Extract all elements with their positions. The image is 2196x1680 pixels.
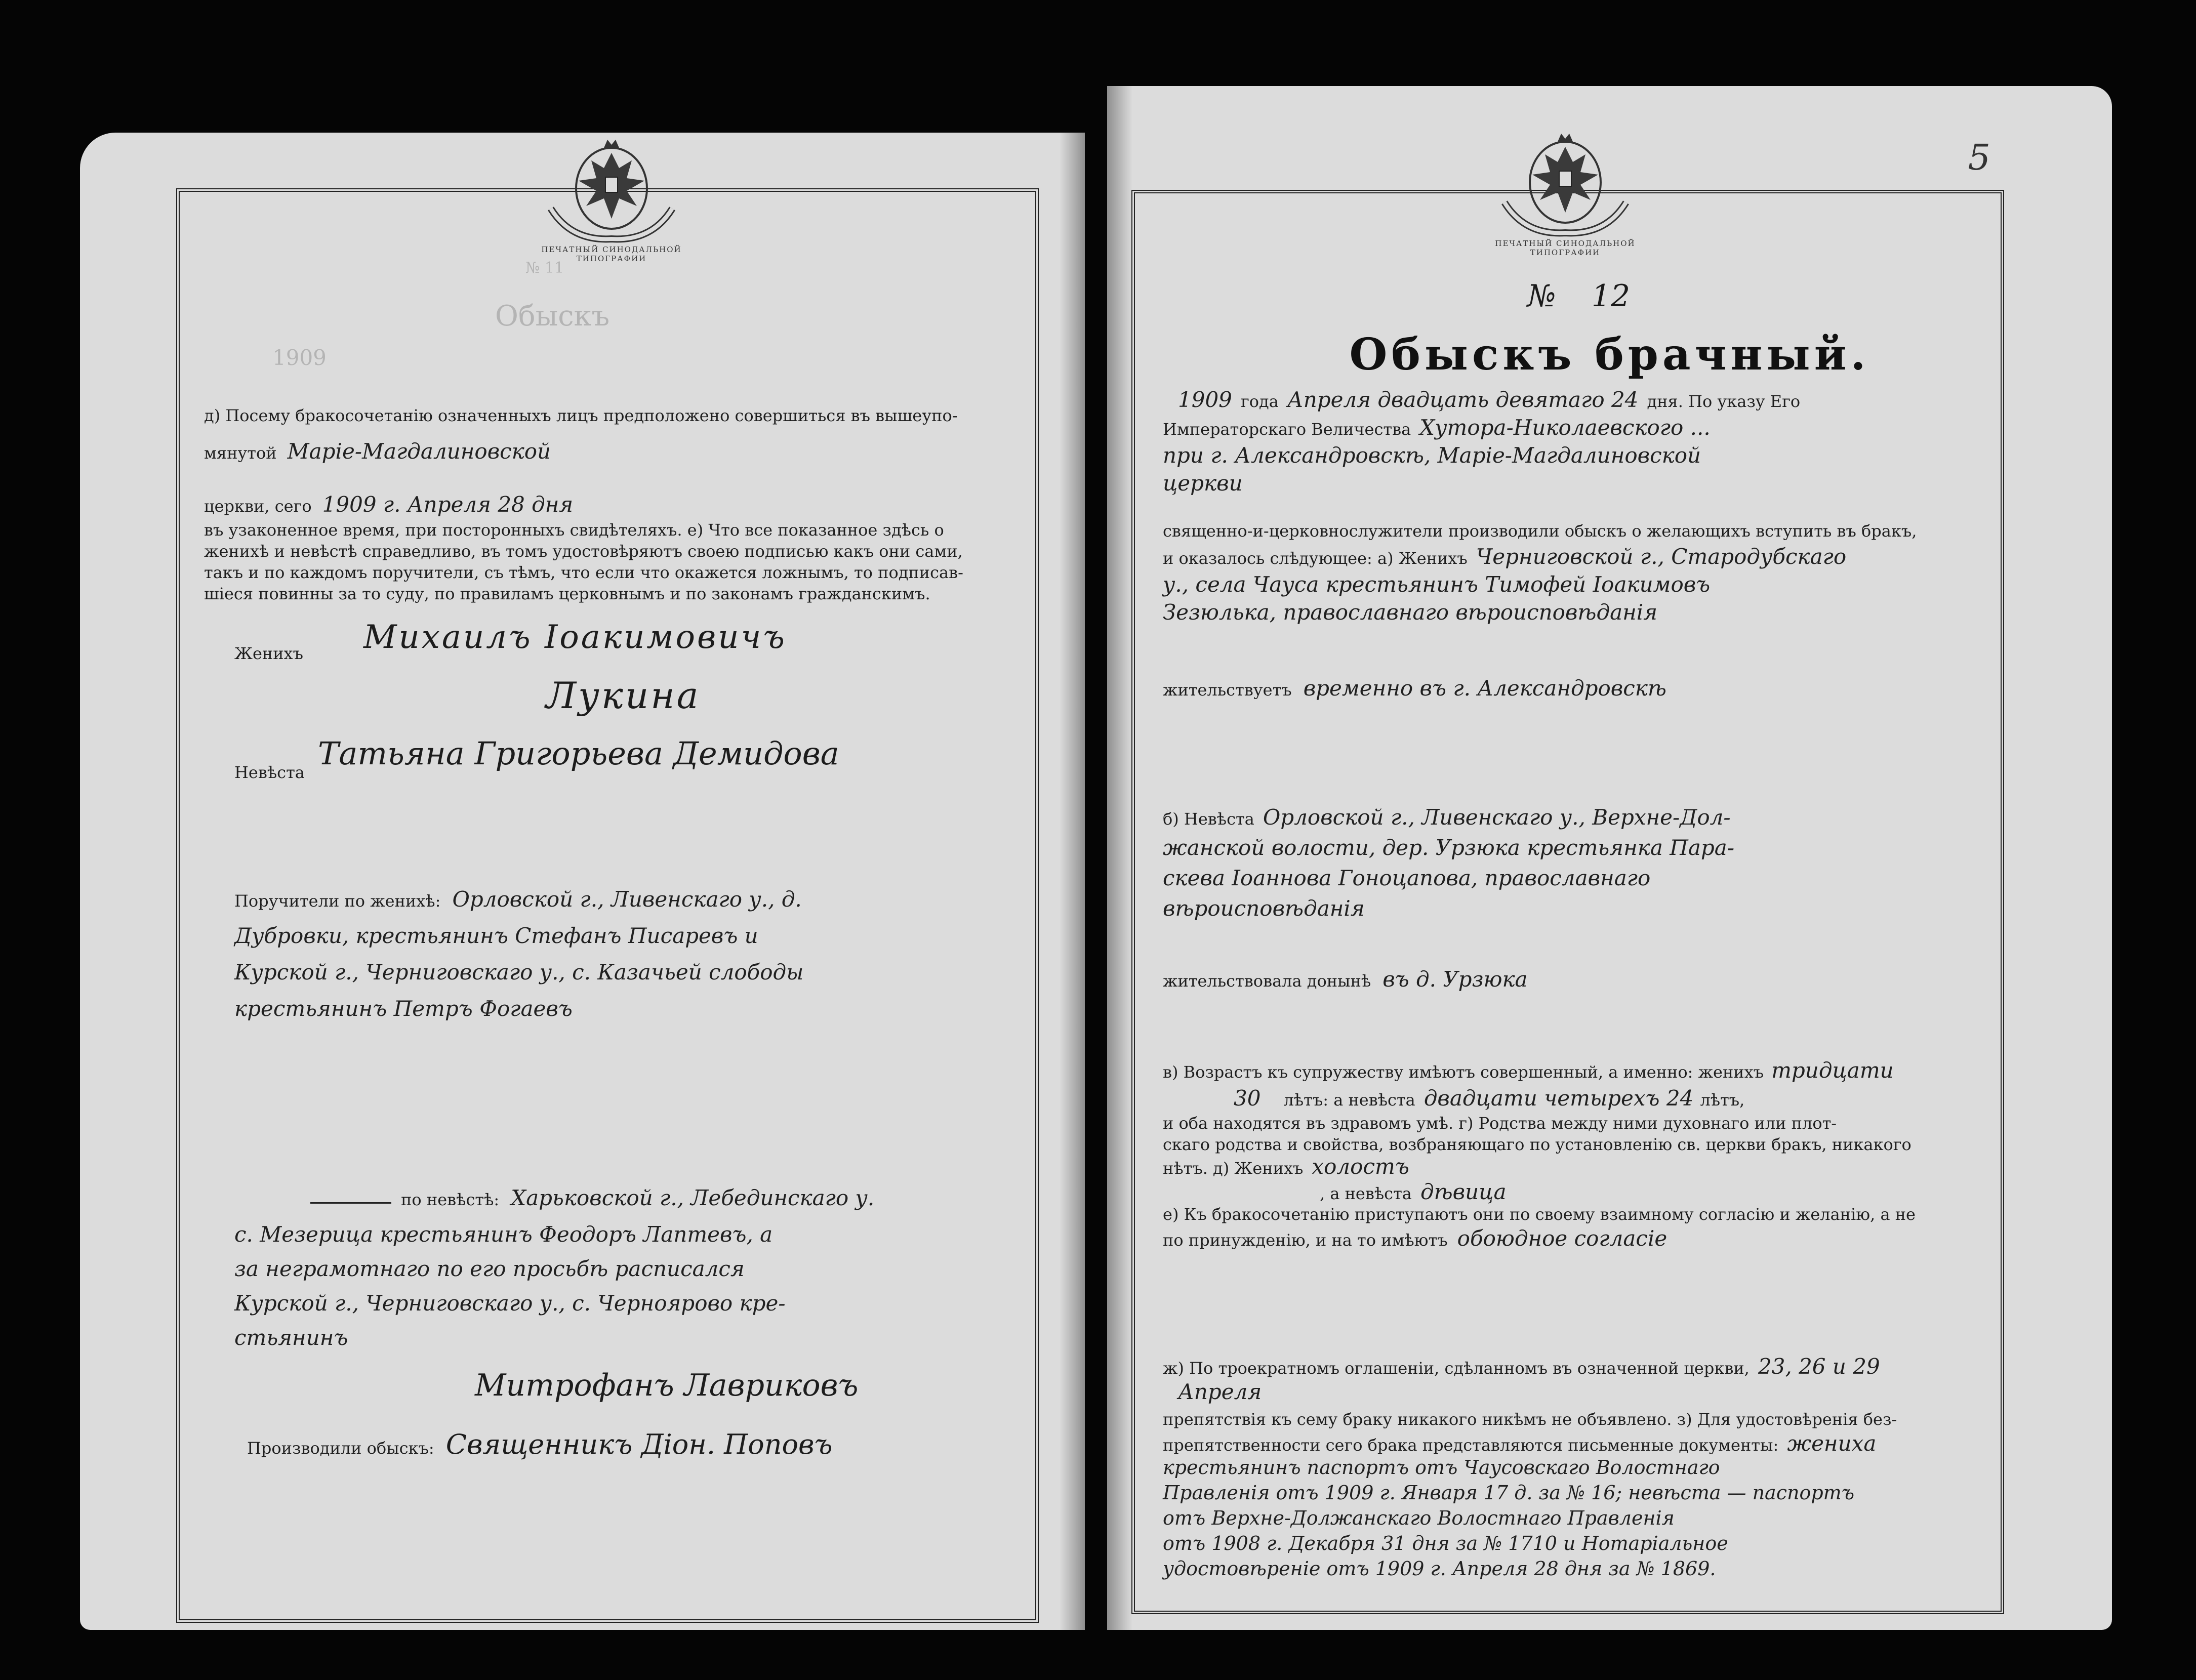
text-line bbox=[1163, 415, 1711, 440]
text-line bbox=[1234, 1086, 1744, 1111]
printed-text: и оказалось слѣдующее: а) Женихъ bbox=[1163, 549, 1468, 568]
number-value: 12 bbox=[1591, 278, 1631, 314]
printed-text: , а невѣста bbox=[1320, 1184, 1412, 1203]
groom-signature: Михаилъ Іоакимовичъ bbox=[363, 619, 787, 656]
text-line bbox=[1163, 1226, 1667, 1251]
handwritten-text: временно въ г. Александровскѣ bbox=[1303, 676, 1666, 701]
emblem-ribbon-text: ПЕЧАТНЫЙ СИНОДАЛЬНОЙ ТИПОГРАФИИ bbox=[1495, 239, 1636, 257]
handwritten-text: у., села Чауса крестьянинъ Тимофей Іоакимовъ bbox=[1163, 572, 1711, 597]
printed-text: Императорскаго Величества bbox=[1163, 420, 1411, 439]
number-label: № bbox=[1527, 278, 1556, 314]
bride-signature: Татьяна Григорьева Демидова bbox=[318, 735, 839, 772]
printed-text: нѣтъ. д) Женихъ bbox=[1163, 1159, 1304, 1178]
printed-text: е) Къ бракосочетанію приступаютъ они по своему взаимному согласію и желанію, а не bbox=[1163, 1205, 1916, 1224]
text-line bbox=[1320, 1179, 1507, 1204]
text-line bbox=[1163, 544, 1846, 569]
text-line bbox=[234, 887, 802, 912]
text-line bbox=[1163, 1154, 1409, 1179]
text-line bbox=[1163, 1058, 1894, 1083]
gutter-shadow bbox=[1060, 133, 1085, 1630]
printed-text: въ узаконенное время, при посторонныхъ свидѣтеляхъ. е) Что все показанное здѣсь о bbox=[204, 520, 944, 540]
handwritten-text: 1909 bbox=[1178, 387, 1232, 412]
handwritten-text: 30 bbox=[1234, 1086, 1261, 1111]
imperial-eagle-emblem bbox=[520, 133, 703, 263]
handwritten-text: вѣроисповѣданія bbox=[1163, 896, 1365, 921]
page-number: 5 bbox=[1968, 137, 1990, 178]
record-number bbox=[1527, 278, 1630, 314]
printed-text: скаго родства и свойства, возбраняющаго по установленію св. церкви бракъ, никакого bbox=[1163, 1135, 1912, 1154]
printed-text: д) Посему бракосочетанію означенныхъ лицъ предположено совершиться въ вышеупо- bbox=[204, 406, 958, 425]
handwritten-text: жениха bbox=[1787, 1431, 1877, 1456]
handwritten-text: крестьянинъ паспортъ отъ Чаусовскаго Волостнаго bbox=[1163, 1456, 1720, 1479]
groom-signature: Лукина bbox=[546, 674, 701, 717]
handwritten-text: Черниговской г., Стародубскаго bbox=[1476, 544, 1847, 569]
handwritten-text: 1909 г. Апреля 28 дня bbox=[322, 492, 574, 517]
printed-text: в) Возрастъ къ супружеству имѣютъ совершенный, а именно: женихъ bbox=[1163, 1062, 1764, 1082]
handwritten-text: Орловской г., Ливенскаго у., Верхне-Дол- bbox=[1263, 805, 1731, 830]
witness-signature: Митрофанъ Лавриковъ bbox=[475, 1368, 859, 1403]
printed-text: лѣтъ, bbox=[1700, 1090, 1745, 1110]
handwritten-text: за неграмотнаго по его просьбѣ расписался bbox=[234, 1256, 745, 1281]
printed-text: года bbox=[1240, 392, 1279, 411]
text-line bbox=[204, 492, 573, 517]
handwritten-text: 23, 26 и 29 bbox=[1758, 1354, 1880, 1379]
handwritten-text: Курской г., Черниговскаго у., с. Казачьей слободы bbox=[234, 960, 804, 985]
handwritten-text: при г. Александровскѣ, Маріе-Магдалиновской bbox=[1163, 443, 1701, 468]
handwritten-text: Правленія отъ 1909 г. Января 17 д. за № 16; невѣста — паспортъ bbox=[1163, 1482, 1855, 1504]
right-page bbox=[1107, 86, 2112, 1630]
text-line bbox=[247, 1428, 832, 1460]
printed-text: священно-и-церковнослужители производили обыскъ о желающихъ вступить въ бракъ, bbox=[1163, 521, 1917, 541]
printed-text: мянутой bbox=[204, 443, 277, 463]
text-line bbox=[1163, 967, 1528, 992]
handwritten-text: церкви bbox=[1163, 471, 1243, 496]
conducted-label: Производили обыскъ: bbox=[247, 1439, 434, 1458]
handwritten-text: Апреля двадцать девятаго 24 bbox=[1287, 387, 1639, 412]
text-line bbox=[1163, 1354, 1880, 1379]
handwritten-text: скева Іоаннова Гоноцапова, православнаго bbox=[1163, 866, 1651, 890]
blank-line bbox=[310, 1202, 391, 1204]
printed-text: по принужденію, и на то имѣютъ bbox=[1163, 1231, 1448, 1250]
handwritten-text: Апреля bbox=[1178, 1379, 1262, 1404]
groom-residence-label: жительствуетъ bbox=[1163, 680, 1292, 700]
left-page bbox=[80, 133, 1085, 1630]
handwritten-text: Зезюлька, православнаго вѣроисповѣданія bbox=[1163, 600, 1658, 625]
page-title: Обыскъ брачный. bbox=[1349, 329, 1870, 380]
handwritten-text: с. Мезерица крестьянинъ Феодоръ Лаптевъ, а bbox=[234, 1222, 773, 1247]
bleed-through-text: Обыскъ bbox=[495, 300, 610, 333]
handwritten-text: Курской г., Черниговскаго у., с. Черноярово кре- bbox=[234, 1291, 786, 1316]
imperial-eagle-emblem bbox=[1474, 127, 1656, 257]
handwritten-text: Дубровки, крестьянинъ Стефанъ Писаревъ и bbox=[234, 923, 758, 948]
handwritten-text: крестьянинъ Петръ Фогаевъ bbox=[234, 996, 573, 1021]
text-line bbox=[1178, 387, 1800, 412]
handwritten-text: обоюдное согласіе bbox=[1457, 1226, 1668, 1251]
sureties-bride-label: по невѣстѣ: bbox=[401, 1190, 500, 1209]
sureties-groom-label: Поручители по женихѣ: bbox=[234, 891, 441, 911]
printed-text: препятственности сего брака представляются письменные документы: bbox=[1163, 1436, 1779, 1455]
handwritten-text: стьянинъ bbox=[234, 1325, 348, 1350]
printed-text: церкви, сего bbox=[204, 497, 312, 516]
text-line bbox=[1163, 1431, 1876, 1456]
printed-text: женихѣ и невѣстѣ справедливо, въ томъ удостовѣряютъ своею подписью какъ они сами, bbox=[204, 542, 963, 561]
printed-text: такъ и по каждомъ поручители, съ тѣмъ, что если что окажется ложнымъ, то подписав- bbox=[204, 563, 963, 582]
handwritten-text: Маріе-Магдалиновской bbox=[287, 439, 551, 464]
text-line bbox=[1163, 676, 1666, 701]
handwritten-text: отъ Верхне-Должанскаго Волостнаго Правленія bbox=[1163, 1507, 1675, 1529]
bride-residence-label: жительствовала донынѣ bbox=[1163, 971, 1371, 991]
handwritten-text: Орловской г., Ливенскаго у., д. bbox=[452, 887, 802, 912]
handwritten-text: Харьковской г., Лебединскаго у. bbox=[511, 1185, 875, 1210]
handwritten-text: двадцати четырехъ 24 bbox=[1424, 1086, 1694, 1111]
printed-text: шіеся повинны за то суду, по правиламъ церковнымъ и по законамъ гражданскимъ. bbox=[204, 584, 930, 603]
bleed-through-text: 1909 bbox=[272, 345, 327, 370]
gutter-shadow bbox=[1107, 86, 1132, 1630]
handwritten-text: жанской волости, дер. Урзюка крестьянка Пара- bbox=[1163, 835, 1735, 860]
text-line bbox=[310, 1185, 874, 1210]
text-line bbox=[1163, 805, 1731, 830]
handwritten-text: въ д. Урзюка bbox=[1382, 967, 1528, 992]
printed-text: лѣтъ: а невѣста bbox=[1283, 1090, 1415, 1110]
handwritten-text: удостовѣреніе отъ 1909 г. Апреля 28 дня за № 1869. bbox=[1163, 1558, 1716, 1580]
printed-text: и оба находятся въ здравомъ умѣ. г) Родства между ними духовнаго или плот- bbox=[1163, 1114, 1837, 1133]
bride-label: Невѣста bbox=[234, 763, 305, 782]
groom-label: Женихъ bbox=[234, 644, 303, 663]
printed-text: ж) По троекратномъ оглашеніи, сдѣланномъ въ означенной церкви, bbox=[1163, 1359, 1750, 1378]
emblem-ribbon-text: ПЕЧАТНЫЙ СИНОДАЛЬНОЙ ТИПОГРАФИИ bbox=[541, 245, 682, 263]
handwritten-text: дѣвица bbox=[1420, 1179, 1507, 1204]
printed-text: препятствія къ сему браку никакого никѣмъ не объявлено. з) Для удостовѣренія без- bbox=[1163, 1410, 1897, 1429]
handwritten-text: холостъ bbox=[1312, 1154, 1409, 1179]
handwritten-text: Хутора-Николаевского ... bbox=[1419, 415, 1711, 440]
text-line bbox=[204, 439, 551, 464]
bleed-through-text: № 11 bbox=[525, 259, 564, 277]
printed-text: дня. По указу Его bbox=[1647, 392, 1801, 411]
priest-signature: Священникъ Діон. Поповъ bbox=[445, 1428, 833, 1460]
handwritten-text: тридцати bbox=[1771, 1058, 1894, 1083]
handwritten-text: отъ 1908 г. Декабря 31 дня за № 1710 и Нотаріальное bbox=[1163, 1532, 1728, 1554]
printed-text: б) Невѣста bbox=[1163, 809, 1254, 829]
